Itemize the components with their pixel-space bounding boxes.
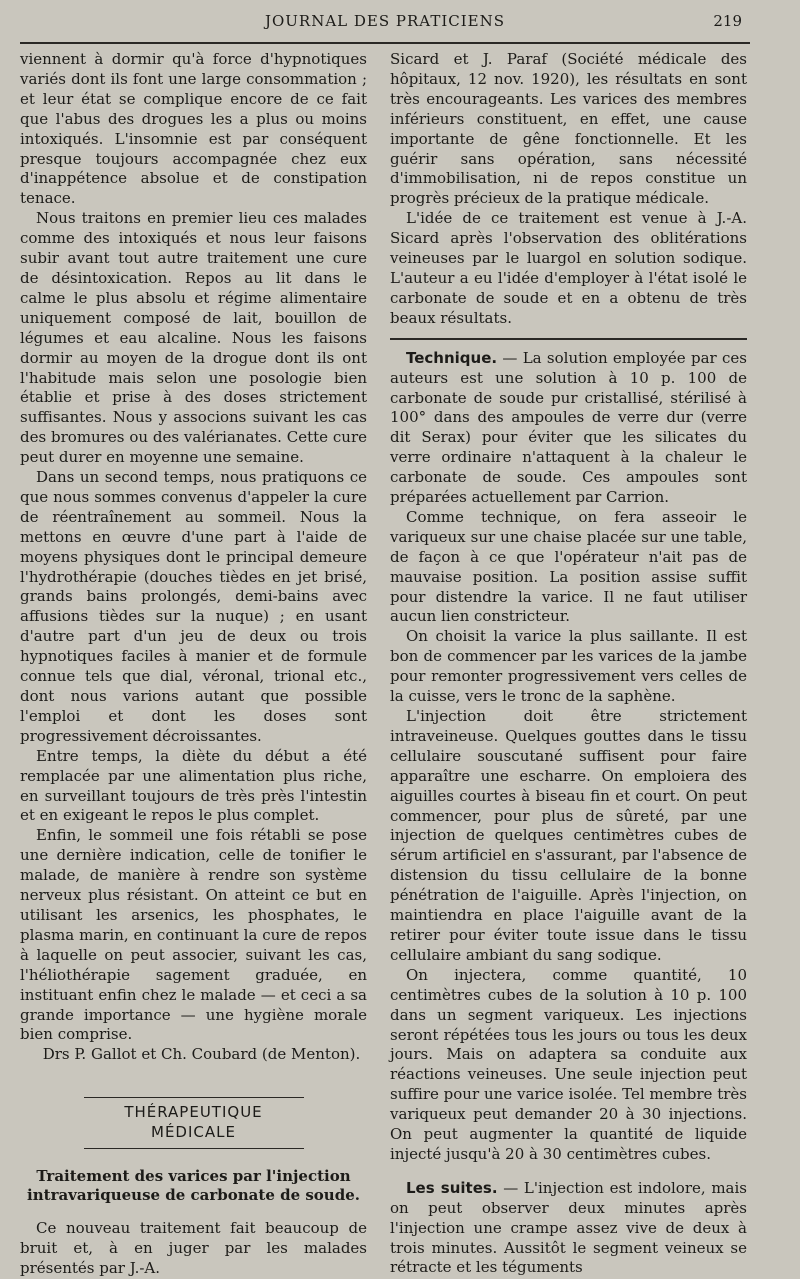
paragraph: Dans un second temps, nous pratiquons ce que nous sommes convenus d'appeler la cure de réentraînement au sommeil. Nous la mettons en œuvre d'une part à l'aide de moyens physiques dont le principal demeure l'hydrothérapie (douches tièdes en jet brisé, grands bains prolongés, demi-bains avec affusions tièdes sur la nuque) ; en usant d'autre part d'un jeu de deux ou trois hypnotiques faciles à manier et de formule connue tels que dial, véronal, trional etc., dont nous varions autant que possible l'emploi et dont les doses sont progressivement décroissantes.: [20, 468, 367, 745]
separator-rule: [390, 338, 747, 340]
paragraph: Nous traitons en premier lieu ces malades comme des intoxiqués et nous leur faisons subir avant tout autre traitement une cure de désintoxication. Repos au lit dans le calme le plus absolu et régime alimentaire uniquement composé de lait, bouillon de légumes et eau alcaline. Nous les faisons dormir au moyen de la drogue dont ils ont l'habitude mais selon une posologie bien établie et prise à des doses strictement suffisantes. Nous y associons suivant les cas des bromures ou des valérianates. Cette cure peut durer en moyenne une semaine.: [20, 209, 367, 467]
running-header: [20, 12, 750, 42]
paragraph-text: — La solution employée par ces auteurs est une solution à 10 p. 100 de carbonate de soude pur cristallisé, stérilisé à 100° dans des ampoules de verre dur (verre dit Serax) pour éviter que les silicates du verre ordinaire n'attaquent à la chaleur le carbonate de soude. Ces ampoules sont préparées actuellement par Carrion.: [390, 348, 747, 507]
paragraph: On choisit la varice la plus saillante. Il est bon de commencer par les varices de la jambe pour remonter progressivement vers celles de la cuisse, vers le tronc de la saphène.: [390, 627, 747, 706]
section-title: THÉRAPEUTIQUE MÉDICALE: [84, 1097, 304, 1149]
journal-title: JOURNAL DES PRATICIENS: [264, 12, 506, 30]
paragraph: Enfin, le sommeil une fois rétabli se pose une dernière indication, celle de tonifier le malade, de manière à rendre son système nerveux plus résistant. On atteint ce but en utilisant les arsenics, les phosphates, le plasma marin, en continuant la cure de repos à laquelle on peut associer, suivant les cas, l'héliothérapie sagement graduée, en instituant enfin chez le malade — et ceci a sa grande importance — une hygiène morale bien comprise.: [20, 826, 367, 1044]
paragraph: L'injection doit être strictement intraveineuse. Quelques gouttes dans le tissu cellulaire souscutané suffisent pour faire apparaître une escharre. On emploiera des aiguilles courtes à biseau fin et court. On peut commencer, pour plus de sûreté, par une injection de quelques centimètres cubes de sérum artificiel en s'assurant, par l'absence de distension du tissu cellulaire de la bonne pénétration de l'aiguille. Après l'injection, on maintiendra en place l'aiguille avant de la retirer pour éviter toute issue dans le tissu cellulaire ambiant du sang sodique.: [390, 707, 747, 964]
header-rule: [20, 42, 750, 44]
paragraph: Ce nouveau traitement fait beaucoup de bruit et, à en juger par les malades présentés par J.-A.: [20, 1219, 367, 1277]
paragraph: Entre temps, la diète du début a été remplacée par une alimentation plus riche, en surveillant toujours de très près l'intestin et en exigeant le repos le plus complet.: [20, 746, 367, 825]
author-signature: Drs P. Gallot et Ch. Coubard (de Menton).: [42, 1045, 361, 1064]
left-column: [20, 50, 367, 1279]
paragraph-suites: [390, 1179, 747, 1279]
right-column: [390, 50, 747, 1278]
paragraph: viennent à dormir qu'à force d'hypnotiques variés dont ils font une large consommation ; et leur état se complique encore de ce fait que l'abus des drogues les a plus ou moins intoxiqués. L'insomnie est par conséquent presque toujours accompagnée chez eux d'inappétence absolue et de constipation tenace.: [20, 50, 367, 208]
paragraph: Sicard et J. Paraf (Société médicale des hôpitaux, 12 nov. 1920), les résultats en sont très encourageants. Les varices des membres inférieurs constituent, en effet, une cause importante de gêne fonctionnelle. Et les guérir sans opération, sans nécessité d'immobilisation, ni de repos constitue un progrès précieux de la pratique médicale.: [390, 50, 747, 208]
paragraph-technique: [390, 349, 747, 508]
paragraph: L'idée de ce traitement est venue à J.-A. Sicard après l'observation des oblitérations veineuses par le luargol en solution sodique. L'auteur a eu l'idée d'employer à l'état isolé le carbonate de soude et en a obtenu de très beaux résultats.: [390, 209, 747, 327]
article-title: Traitement des varices par l'injection intravariqueuse de carbonate de soude.: [27, 1167, 360, 1205]
technique-heading: Technique.: [406, 348, 498, 367]
paragraph: On injectera, comme quantité, 10 centimètres cubes de la solution à 10 p. 100 dans un segment variqueux. Les injections seront répétées tous les jours ou tous les deux jours. Mais on adaptera sa conduite aux réactions veineuses. Une seule injection peut suffire pour une varice isolée. Tel membre très variqueux peut demander 20 à 30 injections. On peut augmenter la quantité de liquide injecté jusqu'à 20 à 30 centimètres cubes.: [390, 965, 747, 1163]
page-number: 219: [713, 12, 742, 30]
paragraph: Comme technique, on fera asseoir le variqueux sur une chaise placée sur une table, de façon à ce que l'opérateur n'ait pas de mauvaise position. La position assise suffit pour distendre la varice. Il ne faut utiliser aucun lien constricteur.: [390, 507, 747, 626]
suites-heading: Les suites.: [406, 1178, 498, 1197]
paragraph-text: — L'injection est indolore, mais on peut observer deux minutes après l'injection une crampe assez vive de deux à trois minutes. Aussitôt le segment veineux se rétracte et les téguments: [390, 1178, 747, 1277]
